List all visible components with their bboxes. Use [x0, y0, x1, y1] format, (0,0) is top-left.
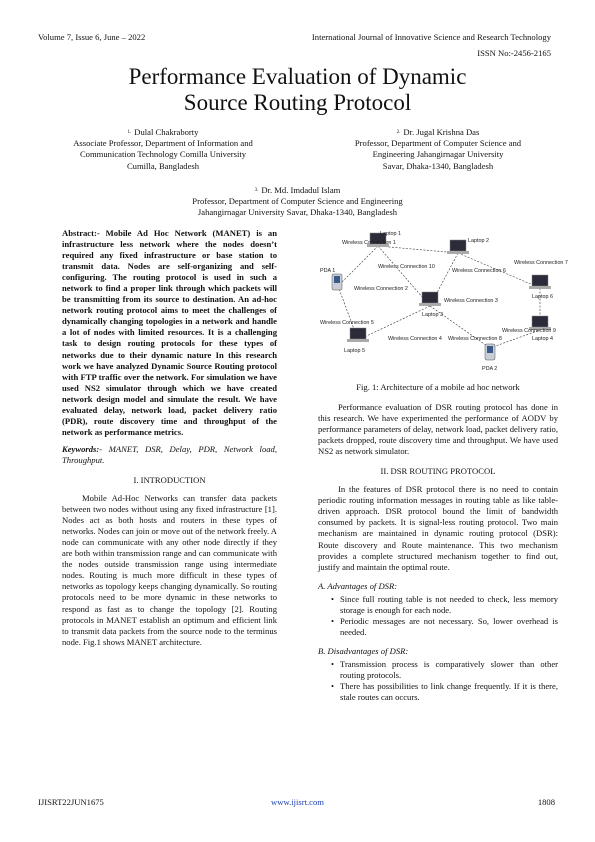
laptop-icon: [347, 328, 369, 342]
title-line-1: Performance Evaluation of Dynamic: [128, 64, 467, 89]
author-3-number: 3.: [254, 188, 259, 193]
manet-architecture-figure: [318, 228, 568, 380]
link-label: Wireless Connection 7: [514, 260, 568, 266]
author-2: [310, 127, 566, 172]
list-item: • Periodic messages are not necessary. So, lower overhead is needed.: [340, 616, 558, 638]
author-3-affiliation-1: Professor, Department of Computer Science and Engineering: [192, 196, 403, 207]
link-label: Wireless Connection 4: [388, 336, 442, 342]
advantages-heading: A. Advantages of DSR:: [318, 580, 398, 591]
abstract: Abstract:- Mobile Ad Hoc Network (MANET) is an infrastructure less network where the nodes doesn’t required any fixed infrastructure or base station to transmit data. Nodes are self-organizing and self-configuring. The routing protocol is used in such a network to find a proper link through which packets will be transmitting from its source to destination. An ad-hoc network routing protocol aims to meet the challenges of dynamically changing topologies in a network and handle a lot of nodes with limited resources. It is a challenging task to design routing protocols for these types of networks due to their dynamic nature In this research work we have analyzed Dynamic Source Routing protocol with FTP traffic over the network. For simulation we have used NS2 simulator through which we have created network design model and simulate the result. We have evaluated delay, network load, packet delivery ratio (PDR), route discovery time and throughput of the network as performance metrics.: [62, 228, 277, 437]
figure-caption: Fig. 1: Architecture of a mobile ad hoc network: [356, 382, 520, 392]
author-2-affiliation-1: Professor, Department of Computer Science and: [354, 138, 522, 149]
disadvantages-list: [318, 659, 558, 703]
journal-website-link[interactable]: www.ijisrt.com: [271, 797, 324, 807]
section-2-heading: II. DSR ROUTING PROTOCOL: [380, 466, 496, 477]
paper-title: [0, 64, 595, 116]
manet-diagram: [318, 228, 568, 380]
pda-icon: [485, 344, 495, 360]
laptop-icon: [419, 292, 441, 306]
disadvantages-heading: B. Disadvantages of DSR:: [318, 645, 409, 656]
author-1: [40, 127, 286, 172]
paper-id: IJISRT22JUN1675: [38, 797, 104, 807]
left-column: [62, 228, 277, 648]
link-label: Wireless Connection 5: [320, 320, 374, 326]
page-number: 1808: [537, 797, 555, 807]
title-line-2: Source Routing Protocol: [183, 90, 412, 115]
volume-issue: Volume 7, Issue 6, June – 2022: [38, 32, 146, 42]
author-1-affiliation-1: Associate Professor, Department of Information and: [73, 138, 253, 149]
pda-icon: [332, 274, 342, 290]
author-1-affiliation-2: Communication Technology Comilla University: [79, 149, 247, 160]
issn: ISSN No:-2456-2165: [477, 48, 551, 58]
right-intro-text: Performance evaluation of DSR routing protocol has done in this research. We have experimented the performance of AODV by performance parameters of delay, network load, packet delivery ratio, packets dropped, route discovery time and throughput. We have used NS2 as network simulator.: [318, 402, 558, 457]
laptop-icon: [529, 275, 551, 289]
section-1-text: Mobile Ad-Hoc Networks can transfer data packets between two nodes without using any fixed infrastructure [1]. Nodes act as both hosts and routers in these types of networks. Nodes can join or move out of the network freely. A node can communicate with any other node directly if they are both within transmission range and can communicate with the nodes outside transmission range using intermediate nodes. Routing is much more difficult in these types of networks as topology keeps changing dynamically. So routing protocols need to be more dynamic in these networks to respond as fast as to change the topology [2]. Routing protocols in MANET establish an optimum and efficient link to transmit data packets from the source node to the terminus node. Fig.1 shows MANET architecture.: [62, 493, 277, 647]
list-item: • There has possibilities to link change frequently. If it is there, stale routes can occurs.: [340, 681, 558, 703]
link-label: Wireless Connection 10: [378, 264, 435, 270]
section-2-text: In the features of DSR protocol there is no need to contain periodic routing information messages in routing table as like table-driven approach. DSR protocol bound the limit of bandwidth consumed by packets. It is signal-less routing protocol. Two main mechanism are maintained in dynamic routing protocol (DSR): Route discovery and Route maintenance. This two mechanism provides a complete structured mechanism together to find out, justify and maintain the optimal route.: [318, 484, 558, 572]
advantages-list: [318, 594, 558, 638]
author-3-name: Dr. Md. Imdadul Islam: [261, 185, 341, 195]
node-label: Laptop 4: [532, 336, 553, 342]
node-label: Laptop 2: [468, 238, 489, 244]
node-label: PDA 2: [482, 366, 498, 372]
keywords: [62, 444, 277, 466]
link-label: Wireless Connection 8: [448, 336, 502, 342]
list-item: • Since full routing table is not needed to check, less memory storage is enough for each node.: [340, 594, 558, 616]
node-label: Laptop 5: [344, 348, 365, 354]
keywords-label: Keywords:-: [62, 443, 103, 454]
link-label: Wireless Connection 1: [342, 240, 396, 246]
author-2-affiliation-2: Engineering Jahangirnagar University: [372, 149, 504, 160]
author-1-name: Dulal Chakraborty: [134, 127, 199, 137]
author-1-number: 1.: [127, 130, 132, 135]
author-3-affiliation-2: Jahangirnagar University Savar, Dhaka-1340, Bangladesh: [197, 207, 398, 218]
link-label: Wireless Connection 6: [452, 268, 506, 274]
link-label: Wireless Connection 9: [502, 328, 556, 334]
list-item: • Transmission process is comparatively slower than other routing protocols.: [340, 659, 558, 681]
right-column: [318, 402, 558, 703]
node-label: PDA 1: [320, 268, 336, 274]
author-2-name: Dr. Jugal Krishna Das: [403, 127, 480, 137]
author-2-number: 2.: [396, 130, 401, 135]
node-label: Laptop 1: [380, 231, 401, 237]
link-label: Wireless Connection 3: [444, 298, 498, 304]
author-3: [150, 185, 445, 219]
keywords-text: MANET, DSR, Delay, PDR, Network load, Throughput.: [62, 443, 277, 465]
author-1-affiliation-3: Cumilla, Bangladesh: [126, 160, 200, 171]
journal-name: International Journal of Innovative Science and Research Technology: [311, 32, 551, 42]
node-label: Laptop 3: [422, 312, 443, 318]
node-label: Laptop 6: [532, 294, 553, 300]
laptop-icon: [447, 240, 469, 254]
author-2-affiliation-3: Savar, Dhaka-1340, Bangladesh: [382, 160, 494, 171]
link-label: Wireless Connection 2: [354, 286, 408, 292]
section-1-heading: I. INTRODUCTION: [133, 474, 206, 485]
